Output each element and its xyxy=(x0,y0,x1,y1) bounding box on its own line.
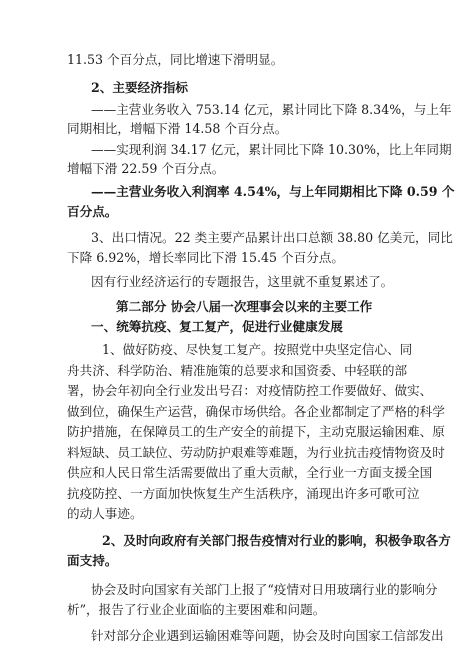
text-line: 署，协会年初向全行业发出号召：对疫情防控工作要做好、做实、 xyxy=(67,383,433,398)
text-line: 针对部分企业遇到运输困难等问题，协会及时向国家工信部发出 xyxy=(91,628,444,643)
text-line: 同期相比，增幅下滑 14.58 个百分点。 xyxy=(67,121,288,136)
text-line: 做到位，确保生产运营，确保市场供给。各企业都制定了严格的科学 xyxy=(67,404,445,419)
text-line: 1、做好防疫、尽快复工复产。按照党中央坚定信心、同 xyxy=(102,342,413,357)
text-line: 下降 6.92%，增长率同比下滑 15.45 个百分点。 xyxy=(67,250,344,265)
text-line: 料短缺、员工缺位、劳动防护艰难等难题，为行业抗击疫情物资及时 xyxy=(67,445,445,460)
part-heading: 第二部分 协会八届一次理事会以来的主要工作 xyxy=(116,299,373,314)
text-line: 抗疫防控、一方面加快恢复生产生活秩序，涌现出许多可歌可泣 xyxy=(67,486,420,501)
section-heading: 2、主要经济指标 xyxy=(91,80,188,95)
section-heading: 一、统筹抗疫、复工复产，促进行业健康发展 xyxy=(91,319,343,334)
text-line: ——主营业务收入利润率 4.54%，与上年同期相比下降 0.59 个 xyxy=(91,184,455,199)
section-heading: 面支持。 xyxy=(67,553,118,568)
text-line: 增幅下滑 22.59 个百分点。 xyxy=(67,161,225,176)
text-line: 11.53 个百分点，同比增速下滑明显。 xyxy=(67,52,284,67)
text-line: 舟共济、科学防治、精准施策的总要求和国资委、中轻联的部 xyxy=(67,363,408,378)
text-line: 供应和人民日常生活需要做出了重大贡献，全行业一方面支援全国 xyxy=(67,465,433,480)
text-line: 3、出口情况。22 类主要产品累计出口总额 38.80 亿美元，同比 xyxy=(91,230,453,245)
section-heading: 2、及时向政府有关部门报告疫情对行业的影响，积极争取各方 xyxy=(102,533,451,548)
text-line: ——实现利润 34.17 亿元，累计同比下降 10.30%，比上年同期 xyxy=(91,142,452,157)
text-line: 析”，报告了行业企业面临的主要困难和问题。 xyxy=(67,602,326,617)
text-line: 防护措施，在保障员工的生产安全的前提下，主动克服运输困难、原 xyxy=(67,424,445,439)
text-line: 的动人事迹。 xyxy=(67,506,143,521)
text-line: 因有行业经济运行的专题报告，这里就不重复累述了。 xyxy=(91,274,394,289)
text-line: 协会及时向国家有关部门上报了“疫情对日用玻璃行业的影响分 xyxy=(91,582,438,597)
text-line: ——主营业务收入 753.14 亿元，累计同比下降 8.34%，与上年 xyxy=(91,102,452,117)
text-line: 百分点。 xyxy=(67,204,118,219)
